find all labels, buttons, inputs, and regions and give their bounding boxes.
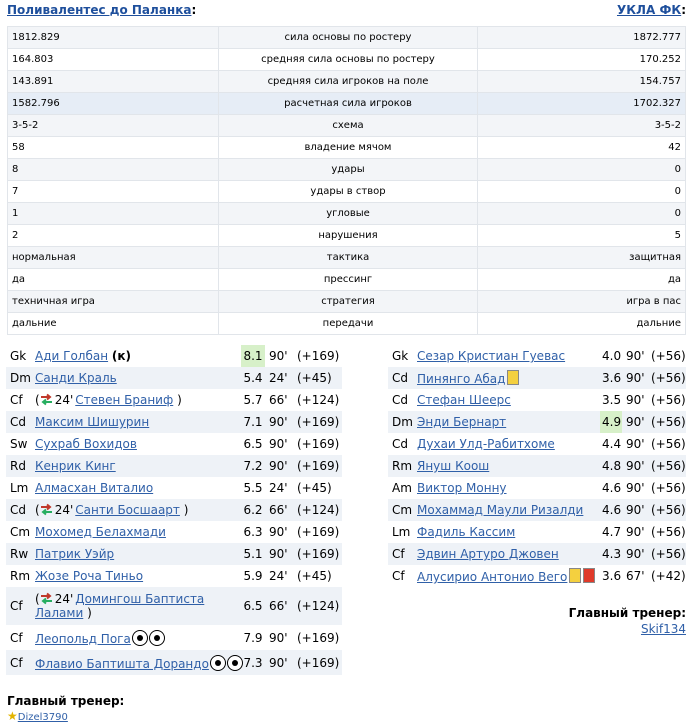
player-minutes: 90' [622,455,649,477]
player-row [388,477,686,499]
player-row [6,433,342,455]
player-rating: 8.1 [241,345,265,367]
stat-label: нарушения [219,225,478,247]
player-row [6,521,342,543]
player-name-link[interactable]: Эдвин Артуро Джовен [417,547,559,561]
player-cell [33,411,241,433]
stat-home-value: 3-5-2 [8,115,219,137]
player-bonus: (+169) [297,437,340,451]
stat-home-value: 1582.796 [8,93,219,115]
player-cell [415,455,600,477]
stat-label: средняя сила игроков на поле [219,71,478,93]
player-row [388,433,686,455]
player-name-link[interactable]: Патрик Уэйр [35,547,115,561]
player-cell [33,499,241,521]
player-bonus: (+169) [295,455,342,477]
player-cell [415,565,600,587]
player-minutes: 90' [622,411,649,433]
player-cell [33,521,241,543]
player-minutes: 90' [269,630,288,645]
player-rating: 7.2 [241,455,265,477]
player-minutes: 90' [622,543,649,565]
stat-home-value: 143.891 [8,71,219,93]
player-bonus: (+56) [651,437,686,451]
substitution-time: 24' [54,592,74,606]
player-name-link[interactable]: Кенрик Кинг [35,459,116,473]
player-row [6,477,342,499]
stat-away-value: 0 [478,159,686,181]
player-rating: 5.5 [243,481,263,495]
star-icon: ★ [7,709,18,723]
stat-label: прессинг [219,269,478,291]
player-cell [33,367,241,389]
player-row [6,565,342,587]
player-cell [33,389,241,411]
stat-home-value: дальние [8,313,219,335]
stat-label: владение мячом [219,137,478,159]
player-cell [33,565,241,587]
stat-label: сила основы по ростеру [219,27,478,49]
player-name-link[interactable]: Януш Коош [417,459,490,473]
stat-label: стратегия [219,291,478,313]
player-position: Gk [392,349,409,363]
stat-row [8,203,686,225]
player-minutes: 90' [626,349,645,363]
player-position: Dm [388,411,415,433]
away-lineup-table [388,345,686,587]
player-position: Rm [10,569,31,583]
player-position: Rm [388,455,415,477]
player-bonus: (+45) [297,481,332,495]
player-name-link[interactable]: Сухраб Вохидов [35,437,137,451]
player-rating: 3.5 [602,393,622,407]
player-minutes: 90' [265,650,295,675]
player-position: Lm [10,481,29,495]
player-cell [415,499,600,521]
player-position: Cf [6,650,33,675]
stat-away-value: 5 [478,225,686,247]
stat-label: тактика [219,247,478,269]
away-coach-label: Главный тренер: [568,606,686,620]
away-team-header [617,3,686,17]
player-name-link[interactable]: Алусирио Антонио Вего [417,570,568,584]
home-team-link[interactable]: Поливалентес до Паланка [7,3,192,17]
player-name-link[interactable]: Флавио Баптишта Дорандо [35,656,209,671]
stat-home-value: нормальная [8,247,219,269]
stat-away-value: защитная [478,247,686,269]
player-row [6,499,342,521]
player-bonus: (+56) [651,393,686,407]
player-minutes: 90' [622,499,649,521]
stat-home-value: 7 [8,181,219,203]
player-name-link[interactable]: Мохаммад Маули Ризалди [417,503,584,517]
player-rating: 4.6 [602,481,622,495]
player-cell [33,455,241,477]
player-cell [415,389,600,411]
sub-close-paren: ) [177,393,182,407]
player-rating: 6.3 [243,525,263,539]
match-stats-table [7,26,686,335]
player-minutes: 90' [626,437,645,451]
player-rating: 4.7 [602,525,622,539]
player-bonus: (+56) [649,455,686,477]
player-row [6,411,342,433]
player-name-link[interactable]: Леопольд Пога [35,631,131,646]
player-bonus: (+56) [649,411,686,433]
player-cell [33,433,241,455]
player-bonus: (+169) [295,543,342,565]
stat-home-value: 164.803 [8,49,219,71]
captain-badge: (к) [111,349,132,363]
player-cell [415,521,600,543]
player-bonus: (+56) [649,499,686,521]
home-team-header [7,3,196,17]
substitution-icon [40,393,53,406]
player-position: Rw [6,543,33,565]
player-bonus: (+169) [297,630,340,645]
stat-label: угловые [219,203,478,225]
stat-label: средняя сила основы по ростеру [219,49,478,71]
player-cell [415,433,600,455]
stat-row [8,93,686,115]
stat-row [8,247,686,269]
player-minutes: 90' [269,437,288,451]
player-row [388,543,686,565]
stat-row [8,181,686,203]
player-position: Cf [388,543,415,565]
player-row [388,345,686,367]
goal-ball-icon [210,655,226,671]
player-cell [415,367,600,389]
player-position: Cd [388,367,415,389]
player-bonus: (+124) [297,393,340,407]
substitution-time: 24' [54,503,74,517]
player-rating: 5.7 [243,393,263,407]
player-name-link[interactable]: Максим Шишурин [35,415,150,429]
player-cell [33,477,241,499]
player-cell [33,650,241,675]
player-cell [415,345,600,367]
goal-ball-icon [227,655,243,671]
player-rating: 6.2 [241,499,265,521]
player-bonus: (+56) [651,349,686,363]
stat-away-value: 1872.777 [478,27,686,49]
player-position: Dm [6,367,33,389]
home-team-colon: : [191,3,197,17]
player-rating: 4.4 [602,437,622,451]
stat-label: удары [219,159,478,181]
player-rating: 5.4 [241,367,265,389]
player-minutes: 90' [265,455,295,477]
home-lineup-table [6,345,342,675]
player-rating: 6.5 [241,587,265,625]
player-name-link[interactable]: Санди Краль [35,371,117,385]
player-bonus: (+169) [295,411,342,433]
yellow-card-icon [507,370,519,385]
player-rating: 5.9 [243,569,263,583]
player-minutes: 66' [265,587,295,625]
stat-away-value: дальние [478,313,686,335]
player-rating: 4.9 [600,411,622,433]
player-rating: 4.6 [600,499,622,521]
player-row [6,389,342,411]
player-rating: 3.6 [602,569,622,583]
goal-ball-icon [149,630,165,646]
stat-row [8,291,686,313]
player-position: Am [392,481,412,495]
player-minutes: 90' [265,543,295,565]
stat-row [8,49,686,71]
stat-away-value: 0 [478,203,686,225]
player-cell [415,543,600,565]
player-name-link[interactable]: Виктор Монну [417,481,507,495]
player-minutes: 90' [626,525,645,539]
player-cell [415,477,600,499]
player-minutes: 24' [269,481,288,495]
stat-row [8,71,686,93]
player-bonus: (+42) [651,569,686,583]
player-position: Cf [10,630,23,645]
away-coach [641,622,686,636]
stat-away-value: 0 [478,181,686,203]
away-coach-link[interactable]: Skif134 [640,622,686,636]
player-minutes: 67' [626,569,645,583]
player-name-link[interactable]: Фадиль Кассим [417,525,516,539]
player-minutes: 90' [269,349,288,363]
player-rating: 4.0 [602,349,622,363]
sub-close-paren: ) [183,503,189,517]
player-minutes: 66' [269,393,288,407]
player-cell [33,587,241,625]
away-team-link[interactable]: УКЛА ФК [616,3,682,17]
player-cell [415,411,600,433]
player-minutes: 90' [626,393,645,407]
player-position: Cd [392,437,408,451]
red-card-icon [583,568,595,583]
player-name-link[interactable]: Мохомед Белахмади [35,525,166,539]
stat-away-value: 3-5-2 [478,115,686,137]
player-minutes: 90' [269,525,288,539]
player-position: Sw [10,437,28,451]
player-name-link[interactable]: Домингош Баптиста Лалами [35,592,205,620]
player-row [6,650,342,675]
stat-home-value: 8 [8,159,219,181]
player-bonus: (+56) [651,525,686,539]
player-minutes: 90' [265,411,295,433]
player-position: Cd [6,411,33,433]
player-bonus: (+124) [295,587,342,625]
player-name-link[interactable]: Сезар Кристиан Гуевас [417,349,566,363]
stat-away-value: 154.757 [478,71,686,93]
player-cell [33,625,241,650]
stat-away-value: 1702.327 [478,93,686,115]
home-coach [7,709,68,723]
stat-row [8,269,686,291]
player-bonus: (+169) [297,525,340,539]
player-row [388,455,686,477]
stat-label: расчетная сила игроков [219,93,478,115]
home-coach-link[interactable]: Dizel3790 [17,712,68,723]
player-row [388,565,686,587]
player-position: Cf [6,587,33,625]
player-rating: 5.1 [241,543,265,565]
stat-away-value: игра в пас [478,291,686,313]
player-position: Gk [10,349,27,363]
player-bonus: (+124) [295,499,342,521]
player-bonus: (+56) [649,543,686,565]
player-bonus: (+45) [297,569,332,583]
stat-label: удары в створ [219,181,478,203]
player-minutes: 66' [265,499,295,521]
player-row [388,367,686,389]
stat-row [8,27,686,49]
player-minutes: 90' [622,367,649,389]
player-row [6,345,342,367]
player-minutes: 24' [265,367,295,389]
player-position: Cm [388,499,415,521]
away-team-colon: : [681,3,686,17]
sub-open-paren: ( [35,592,40,606]
player-bonus: (+169) [295,650,342,675]
player-name-link[interactable]: Пинянго Абад [417,372,506,386]
player-row [6,587,342,625]
player-rating: 7.9 [243,630,263,645]
goal-ball-icon [132,630,148,646]
player-row [6,367,342,389]
stat-label: схема [219,115,478,137]
player-bonus: (+56) [651,481,686,495]
player-row [6,543,342,565]
player-cell [33,543,241,565]
player-name-link[interactable]: Стевен Браниф [75,393,174,407]
player-name-link[interactable]: Духаи Улд-Рабитхоме [417,437,555,451]
stat-away-value: да [478,269,686,291]
sub-close-paren: ) [87,606,92,620]
player-rating: 4.8 [600,455,622,477]
home-coach-label: Главный тренер: [7,694,125,708]
player-minutes: 24' [269,569,288,583]
stat-home-value: 58 [8,137,219,159]
player-rating: 7.1 [241,411,265,433]
player-row [388,521,686,543]
stat-away-value: 42 [478,137,686,159]
player-rating: 3.6 [600,367,622,389]
yellow-card-icon [569,568,581,583]
player-row [388,411,686,433]
stat-row [8,115,686,137]
player-rating: 4.3 [600,543,622,565]
player-name-link[interactable]: Алмасхан Виталио [35,481,154,495]
sub-open-paren: ( [35,503,40,517]
player-position: Rd [6,455,33,477]
stat-home-value: 1812.829 [8,27,219,49]
player-name-link[interactable]: Энди Бернарт [417,415,507,429]
player-position: Lm [392,525,411,539]
stat-row [8,137,686,159]
player-bonus: (+56) [649,367,686,389]
player-row [388,389,686,411]
player-minutes: 90' [626,481,645,495]
player-rating: 7.3 [241,650,265,675]
sub-open-paren: ( [35,393,40,407]
stat-label: передачи [219,313,478,335]
stat-home-value: техничная игра [8,291,219,313]
player-name-link[interactable]: Стефан Шеерс [417,393,511,407]
stat-row [8,313,686,335]
player-position: Cf [10,393,23,407]
player-cell [33,345,241,367]
player-position: Cd [6,499,33,521]
player-row [6,455,342,477]
player-position: Cf [392,569,405,583]
substitution-icon [40,503,53,516]
player-row [6,625,342,650]
substitution-time: 24' [54,393,74,407]
stat-away-value: 170.252 [478,49,686,71]
player-name-link[interactable]: Жозе Роча Тиньо [35,569,144,583]
player-name-link[interactable]: Санти Босшаарт [75,503,180,517]
stat-home-value: да [8,269,219,291]
player-row [388,499,686,521]
stat-row [8,159,686,181]
player-position: Cd [392,393,408,407]
substitution-icon [40,592,53,605]
player-bonus: (+169) [297,349,340,363]
player-position: Cm [10,525,31,539]
stat-home-value: 2 [8,225,219,247]
stat-home-value: 1 [8,203,219,225]
player-rating: 6.5 [243,437,263,451]
player-bonus: (+45) [295,367,342,389]
player-name-link[interactable]: Ади Голбан [35,349,109,363]
stat-row [8,225,686,247]
